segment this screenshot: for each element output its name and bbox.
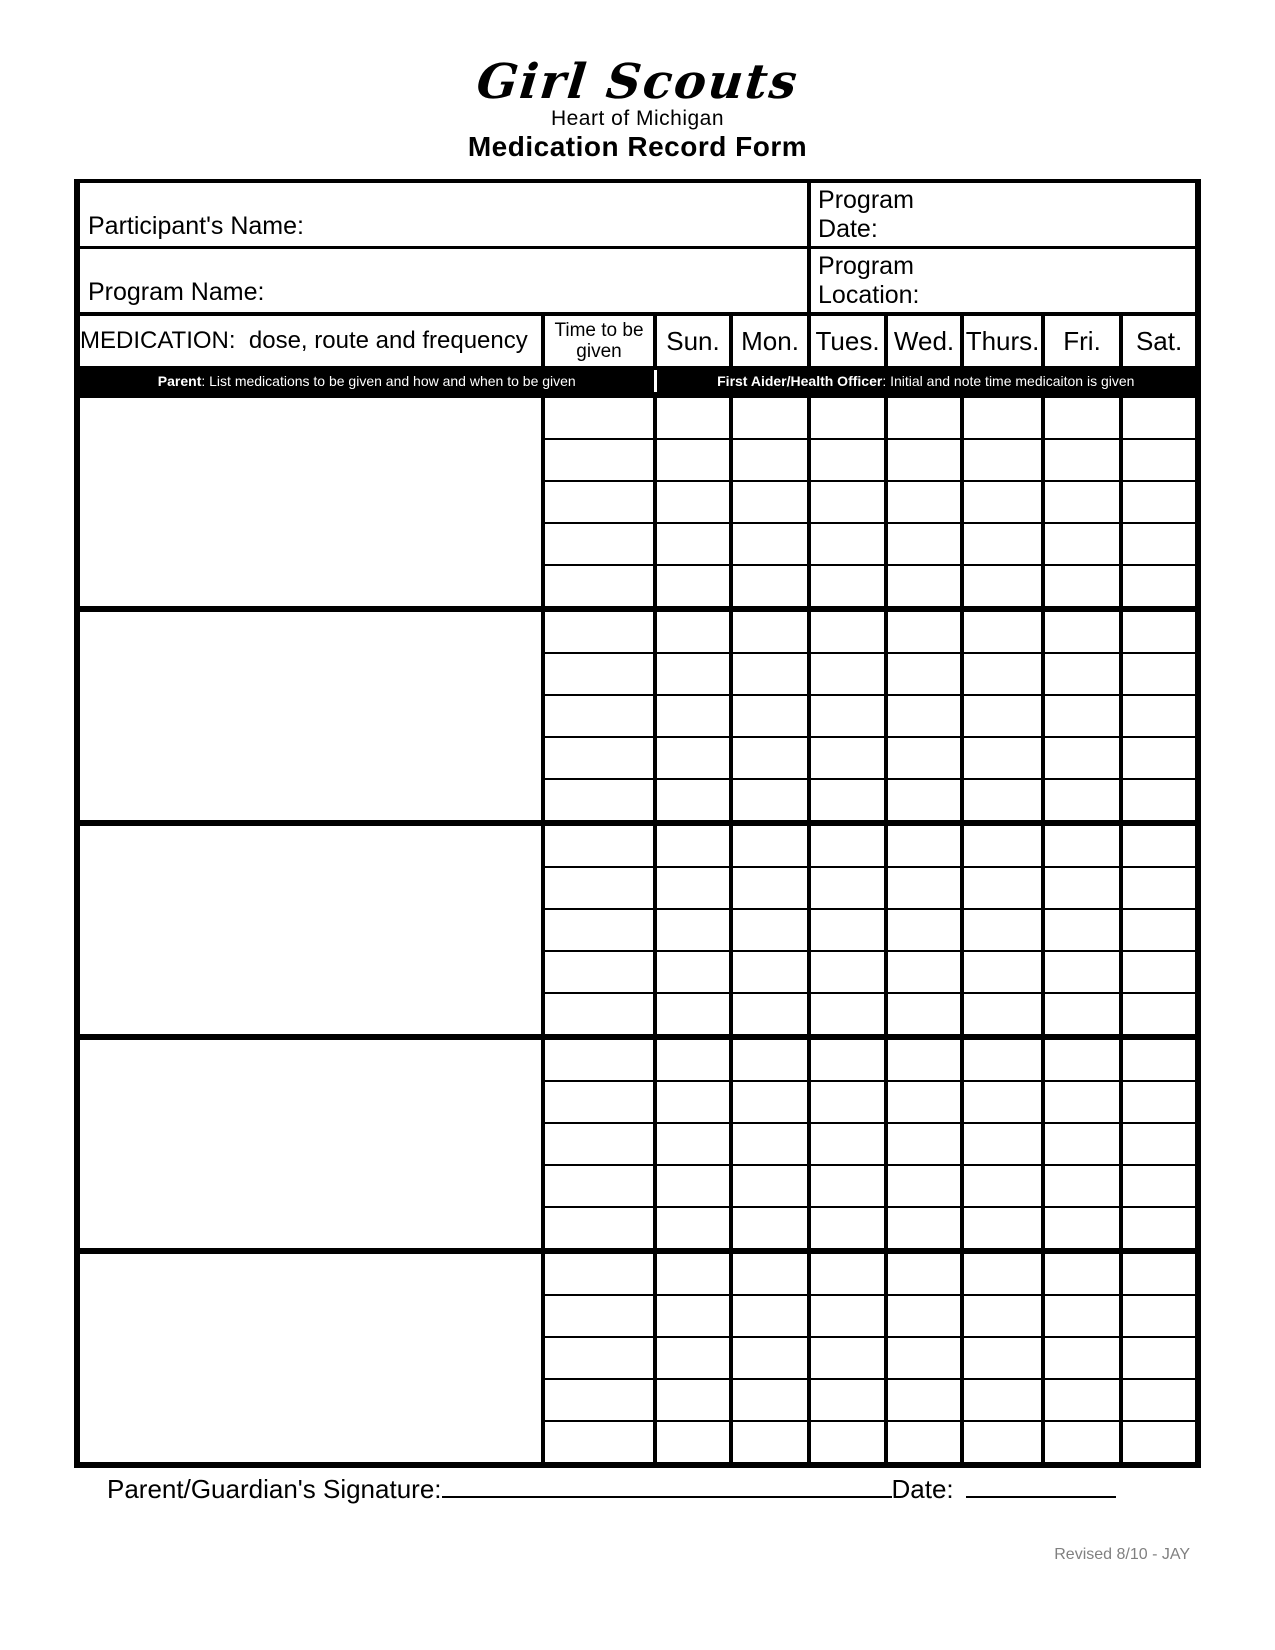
day-thurs-cell[interactable]	[962, 1037, 1043, 1081]
day-header-wed: Wed.	[886, 314, 962, 368]
revision-note: Revised 8/10 - JAY	[1054, 1546, 1190, 1563]
day-sun-cell[interactable]	[655, 1207, 731, 1251]
day-wed-cell[interactable]	[886, 439, 962, 481]
medication-entry-cell[interactable]	[77, 1037, 543, 1251]
medication-entry-cell[interactable]	[77, 609, 543, 823]
day-mon-cell[interactable]	[731, 1251, 809, 1295]
day-sat-cell[interactable]	[1121, 823, 1198, 867]
day-sun-cell[interactable]	[655, 695, 731, 737]
signature-label: Parent/Guardian's Signature:	[107, 1474, 442, 1504]
time-given-cell[interactable]	[543, 609, 655, 653]
day-sun-cell[interactable]	[655, 951, 731, 993]
day-wed-cell[interactable]	[886, 1081, 962, 1123]
day-mon-cell[interactable]	[731, 779, 809, 823]
day-thurs-cell[interactable]	[962, 395, 1043, 439]
day-mon-cell[interactable]	[731, 823, 809, 867]
day-tues-cell[interactable]	[809, 867, 886, 909]
day-wed-cell[interactable]	[886, 1251, 962, 1295]
day-tues-cell[interactable]	[809, 1123, 886, 1165]
day-sun-cell[interactable]	[655, 481, 731, 523]
day-sat-cell[interactable]	[1121, 395, 1198, 439]
time-given-cell[interactable]	[543, 1379, 655, 1421]
day-wed-cell[interactable]	[886, 823, 962, 867]
day-header-fri: Fri.	[1043, 314, 1121, 368]
day-mon-cell[interactable]	[731, 1165, 809, 1207]
day-sat-cell[interactable]	[1121, 609, 1198, 653]
day-sun-cell[interactable]	[655, 1037, 731, 1081]
day-wed-cell[interactable]	[886, 1207, 962, 1251]
day-sat-cell[interactable]	[1121, 909, 1198, 951]
day-tues-cell[interactable]	[809, 1081, 886, 1123]
day-sat-cell[interactable]	[1121, 951, 1198, 993]
day-sat-cell[interactable]	[1121, 1379, 1198, 1421]
grid-row	[77, 609, 1198, 653]
day-sun-cell[interactable]	[655, 1421, 731, 1465]
day-wed-cell[interactable]	[886, 523, 962, 565]
day-wed-cell[interactable]	[886, 1295, 962, 1337]
date-label: Date:	[891, 1474, 954, 1504]
day-sun-cell[interactable]	[655, 395, 731, 439]
time-given-cell[interactable]	[543, 867, 655, 909]
day-fri-cell[interactable]	[1043, 439, 1121, 481]
day-tues-cell[interactable]	[809, 1207, 886, 1251]
day-sat-cell[interactable]	[1121, 1421, 1198, 1465]
day-mon-cell[interactable]	[731, 609, 809, 653]
day-wed-cell[interactable]	[886, 867, 962, 909]
day-sat-cell[interactable]	[1121, 439, 1198, 481]
day-thurs-cell[interactable]	[962, 909, 1043, 951]
day-mon-cell[interactable]	[731, 909, 809, 951]
day-thurs-cell[interactable]	[962, 779, 1043, 823]
day-sat-cell[interactable]	[1121, 1165, 1198, 1207]
day-thurs-cell[interactable]	[962, 1165, 1043, 1207]
day-wed-cell[interactable]	[886, 1379, 962, 1421]
time-given-cell[interactable]	[543, 1337, 655, 1379]
day-thurs-cell[interactable]	[962, 823, 1043, 867]
day-wed-cell[interactable]	[886, 951, 962, 993]
time-given-cell[interactable]	[543, 1037, 655, 1081]
day-tues-cell[interactable]	[809, 993, 886, 1037]
day-sat-cell[interactable]	[1121, 993, 1198, 1037]
day-mon-cell[interactable]	[731, 565, 809, 609]
column-header-row	[77, 314, 1198, 368]
day-sat-cell[interactable]	[1121, 1295, 1198, 1337]
day-sat-cell[interactable]	[1121, 481, 1198, 523]
day-wed-cell[interactable]	[886, 737, 962, 779]
day-tues-cell[interactable]	[809, 609, 886, 653]
day-wed-cell[interactable]	[886, 1337, 962, 1379]
day-fri-cell[interactable]	[1043, 1421, 1121, 1465]
parent-instruction-bar	[77, 368, 655, 395]
day-fri-cell[interactable]	[1043, 1123, 1121, 1165]
program-date-field[interactable]	[809, 181, 1198, 248]
day-mon-cell[interactable]	[731, 1123, 809, 1165]
day-tues-cell[interactable]	[809, 1251, 886, 1295]
day-thurs-cell[interactable]	[962, 609, 1043, 653]
day-wed-cell[interactable]	[886, 695, 962, 737]
program-name-label: Program Name:	[88, 278, 265, 306]
time-given-cell[interactable]	[543, 823, 655, 867]
day-thurs-cell[interactable]	[962, 1123, 1043, 1165]
time-header-line2: given	[576, 341, 622, 362]
day-fri-cell[interactable]	[1043, 993, 1121, 1037]
program-location-label-line2: Location:	[818, 280, 920, 309]
program-row	[77, 248, 1198, 315]
day-sat-cell[interactable]	[1121, 779, 1198, 823]
day-mon-cell[interactable]	[731, 1081, 809, 1123]
day-sun-cell[interactable]	[655, 1165, 731, 1207]
first-aider-instruction-bold: First Aider/Health Officer	[717, 373, 883, 389]
day-tues-cell[interactable]	[809, 395, 886, 439]
day-fri-cell[interactable]	[1043, 909, 1121, 951]
day-sun-cell[interactable]	[655, 1379, 731, 1421]
day-fri-cell[interactable]	[1043, 1081, 1121, 1123]
time-given-cell[interactable]	[543, 695, 655, 737]
day-mon-cell[interactable]	[731, 1421, 809, 1465]
day-thurs-cell[interactable]	[962, 439, 1043, 481]
day-fri-cell[interactable]	[1043, 823, 1121, 867]
day-thurs-cell[interactable]	[962, 1081, 1043, 1123]
day-wed-cell[interactable]	[886, 1037, 962, 1081]
day-tues-cell[interactable]	[809, 439, 886, 481]
day-sat-cell[interactable]	[1121, 1081, 1198, 1123]
day-mon-cell[interactable]	[731, 737, 809, 779]
day-fri-cell[interactable]	[1043, 653, 1121, 695]
first-aider-instruction-rest: : Initial and note time medicaiton is given	[882, 373, 1135, 389]
girl-scouts-logo: Girl Scouts	[473, 54, 802, 110]
time-given-cell[interactable]	[543, 1081, 655, 1123]
day-wed-cell[interactable]	[886, 909, 962, 951]
day-thurs-cell[interactable]	[962, 523, 1043, 565]
day-sun-cell[interactable]	[655, 779, 731, 823]
day-sat-cell[interactable]	[1121, 737, 1198, 779]
day-wed-cell[interactable]	[886, 1421, 962, 1465]
day-thurs-cell[interactable]	[962, 737, 1043, 779]
time-given-cell[interactable]	[543, 993, 655, 1037]
day-mon-cell[interactable]	[731, 481, 809, 523]
day-sat-cell[interactable]	[1121, 867, 1198, 909]
day-thurs-cell[interactable]	[962, 951, 1043, 993]
day-thurs-cell[interactable]	[962, 993, 1043, 1037]
day-fri-cell[interactable]	[1043, 1337, 1121, 1379]
day-wed-cell[interactable]	[886, 779, 962, 823]
day-fri-cell[interactable]	[1043, 481, 1121, 523]
day-tues-cell[interactable]	[809, 909, 886, 951]
day-sun-cell[interactable]	[655, 565, 731, 609]
day-fri-cell[interactable]	[1043, 695, 1121, 737]
day-thurs-cell[interactable]	[962, 1337, 1043, 1379]
instruction-bar-row	[77, 368, 1198, 395]
day-tues-cell[interactable]	[809, 737, 886, 779]
time-given-cell[interactable]	[543, 1421, 655, 1465]
day-tues-cell[interactable]	[809, 1295, 886, 1337]
day-wed-cell[interactable]	[886, 993, 962, 1037]
day-wed-cell[interactable]	[886, 481, 962, 523]
day-sun-cell[interactable]	[655, 653, 731, 695]
day-wed-cell[interactable]	[886, 609, 962, 653]
day-mon-cell[interactable]	[731, 439, 809, 481]
day-header-mon: Mon.	[731, 314, 809, 368]
day-mon-cell[interactable]	[731, 395, 809, 439]
day-fri-cell[interactable]	[1043, 565, 1121, 609]
day-fri-cell[interactable]	[1043, 867, 1121, 909]
day-tues-cell[interactable]	[809, 1037, 886, 1081]
day-thurs-cell[interactable]	[962, 867, 1043, 909]
medication-column-header: MEDICATION: dose, route and frequency	[77, 314, 543, 368]
time-header-line1: Time to be	[554, 320, 644, 341]
time-given-cell[interactable]	[543, 1207, 655, 1251]
grid-row	[77, 395, 1198, 439]
participant-row	[77, 181, 1198, 248]
day-sun-cell[interactable]	[655, 1337, 731, 1379]
day-thurs-cell[interactable]	[962, 481, 1043, 523]
day-header-sat: Sat.	[1121, 314, 1198, 368]
signature-row	[107, 1470, 1116, 1505]
grid-row	[77, 1037, 1198, 1081]
day-fri-cell[interactable]	[1043, 1251, 1121, 1295]
date-line[interactable]	[966, 1470, 1116, 1498]
day-header-thurs: Thurs.	[962, 314, 1043, 368]
time-given-cell[interactable]	[543, 481, 655, 523]
day-thurs-cell[interactable]	[962, 1379, 1043, 1421]
day-tues-cell[interactable]	[809, 1165, 886, 1207]
day-fri-cell[interactable]	[1043, 1037, 1121, 1081]
day-sun-cell[interactable]	[655, 993, 731, 1037]
day-wed-cell[interactable]	[886, 1165, 962, 1207]
day-tues-cell[interactable]	[809, 951, 886, 993]
day-fri-cell[interactable]	[1043, 1165, 1121, 1207]
day-tues-cell[interactable]	[809, 1421, 886, 1465]
day-sat-cell[interactable]	[1121, 1207, 1198, 1251]
time-column-header	[543, 314, 655, 368]
day-sun-cell[interactable]	[655, 737, 731, 779]
day-thurs-cell[interactable]	[962, 1295, 1043, 1337]
day-sun-cell[interactable]	[655, 823, 731, 867]
day-sun-cell[interactable]	[655, 909, 731, 951]
day-sat-cell[interactable]	[1121, 565, 1198, 609]
day-fri-cell[interactable]	[1043, 779, 1121, 823]
day-sun-cell[interactable]	[655, 1251, 731, 1295]
day-mon-cell[interactable]	[731, 695, 809, 737]
day-mon-cell[interactable]	[731, 951, 809, 993]
logo-subtitle: Heart of Michigan	[550, 107, 725, 130]
time-given-cell[interactable]	[543, 779, 655, 823]
medication-entry-cell[interactable]	[77, 1251, 543, 1465]
page-header	[0, 54, 1275, 162]
day-tues-cell[interactable]	[809, 1337, 886, 1379]
medication-grid-body	[77, 395, 1198, 1465]
day-mon-cell[interactable]	[731, 523, 809, 565]
day-mon-cell[interactable]	[731, 1295, 809, 1337]
day-mon-cell[interactable]	[731, 653, 809, 695]
day-thurs-cell[interactable]	[962, 565, 1043, 609]
day-fri-cell[interactable]	[1043, 1379, 1121, 1421]
day-fri-cell[interactable]	[1043, 1295, 1121, 1337]
day-sat-cell[interactable]	[1121, 1337, 1198, 1379]
day-mon-cell[interactable]	[731, 1379, 809, 1421]
parent-instruction-rest: : List medications to be given and how and when to be given	[201, 373, 576, 389]
program-name-field[interactable]	[77, 248, 809, 315]
time-given-cell[interactable]	[543, 565, 655, 609]
grid-row	[77, 823, 1198, 867]
day-mon-cell[interactable]	[731, 993, 809, 1037]
day-fri-cell[interactable]	[1043, 737, 1121, 779]
medication-record-table	[74, 179, 1201, 1468]
day-tues-cell[interactable]	[809, 779, 886, 823]
time-given-cell[interactable]	[543, 1251, 655, 1295]
day-tues-cell[interactable]	[809, 823, 886, 867]
day-thurs-cell[interactable]	[962, 653, 1043, 695]
day-sat-cell[interactable]	[1121, 653, 1198, 695]
first-aider-instruction-bar	[655, 368, 1198, 395]
parent-instruction-bold: Parent	[157, 373, 202, 389]
program-date-label-line1: Program	[818, 185, 914, 214]
day-wed-cell[interactable]	[886, 1123, 962, 1165]
day-sun-cell[interactable]	[655, 867, 731, 909]
day-tues-cell[interactable]	[809, 523, 886, 565]
program-location-field[interactable]	[809, 248, 1198, 315]
participant-name-field[interactable]	[77, 181, 809, 248]
time-given-cell[interactable]	[543, 395, 655, 439]
day-wed-cell[interactable]	[886, 565, 962, 609]
day-fri-cell[interactable]	[1043, 523, 1121, 565]
participant-name-label: Participant's Name:	[88, 212, 304, 240]
day-sun-cell[interactable]	[655, 1081, 731, 1123]
day-sun-cell[interactable]	[655, 523, 731, 565]
time-given-cell[interactable]	[543, 523, 655, 565]
program-date-label-line2: Date:	[818, 214, 878, 243]
day-header-sun: Sun.	[655, 314, 731, 368]
day-fri-cell[interactable]	[1043, 395, 1121, 439]
day-sat-cell[interactable]	[1121, 1251, 1198, 1295]
medication-entry-cell[interactable]	[77, 823, 543, 1037]
day-mon-cell[interactable]	[731, 867, 809, 909]
day-sat-cell[interactable]	[1121, 1123, 1198, 1165]
day-mon-cell[interactable]	[731, 1337, 809, 1379]
day-tues-cell[interactable]	[809, 1379, 886, 1421]
day-mon-cell[interactable]	[731, 1037, 809, 1081]
time-given-cell[interactable]	[543, 653, 655, 695]
day-thurs-cell[interactable]	[962, 1421, 1043, 1465]
day-sun-cell[interactable]	[655, 1123, 731, 1165]
day-fri-cell[interactable]	[1043, 951, 1121, 993]
signature-line[interactable]	[442, 1470, 892, 1498]
day-header-tues: Tues.	[809, 314, 886, 368]
day-tues-cell[interactable]	[809, 565, 886, 609]
day-thurs-cell[interactable]	[962, 1207, 1043, 1251]
day-tues-cell[interactable]	[809, 695, 886, 737]
medication-entry-cell[interactable]	[77, 395, 543, 609]
time-given-cell[interactable]	[543, 1165, 655, 1207]
grid-row	[77, 1251, 1198, 1295]
day-thurs-cell[interactable]	[962, 695, 1043, 737]
form-title: Medication Record Form	[467, 131, 808, 162]
time-given-cell[interactable]	[543, 1295, 655, 1337]
day-fri-cell[interactable]	[1043, 609, 1121, 653]
time-given-cell[interactable]	[543, 1123, 655, 1165]
day-sun-cell[interactable]	[655, 609, 731, 653]
day-sun-cell[interactable]	[655, 1295, 731, 1337]
day-sat-cell[interactable]	[1121, 523, 1198, 565]
day-thurs-cell[interactable]	[962, 1251, 1043, 1295]
day-sat-cell[interactable]	[1121, 1037, 1198, 1081]
day-wed-cell[interactable]	[886, 395, 962, 439]
day-sun-cell[interactable]	[655, 439, 731, 481]
day-sat-cell[interactable]	[1121, 695, 1198, 737]
time-given-cell[interactable]	[543, 951, 655, 993]
day-tues-cell[interactable]	[809, 653, 886, 695]
time-given-cell[interactable]	[543, 737, 655, 779]
day-tues-cell[interactable]	[809, 481, 886, 523]
program-location-label-line1: Program	[818, 251, 914, 280]
time-given-cell[interactable]	[543, 439, 655, 481]
day-mon-cell[interactable]	[731, 1207, 809, 1251]
time-given-cell[interactable]	[543, 909, 655, 951]
day-wed-cell[interactable]	[886, 653, 962, 695]
day-fri-cell[interactable]	[1043, 1207, 1121, 1251]
